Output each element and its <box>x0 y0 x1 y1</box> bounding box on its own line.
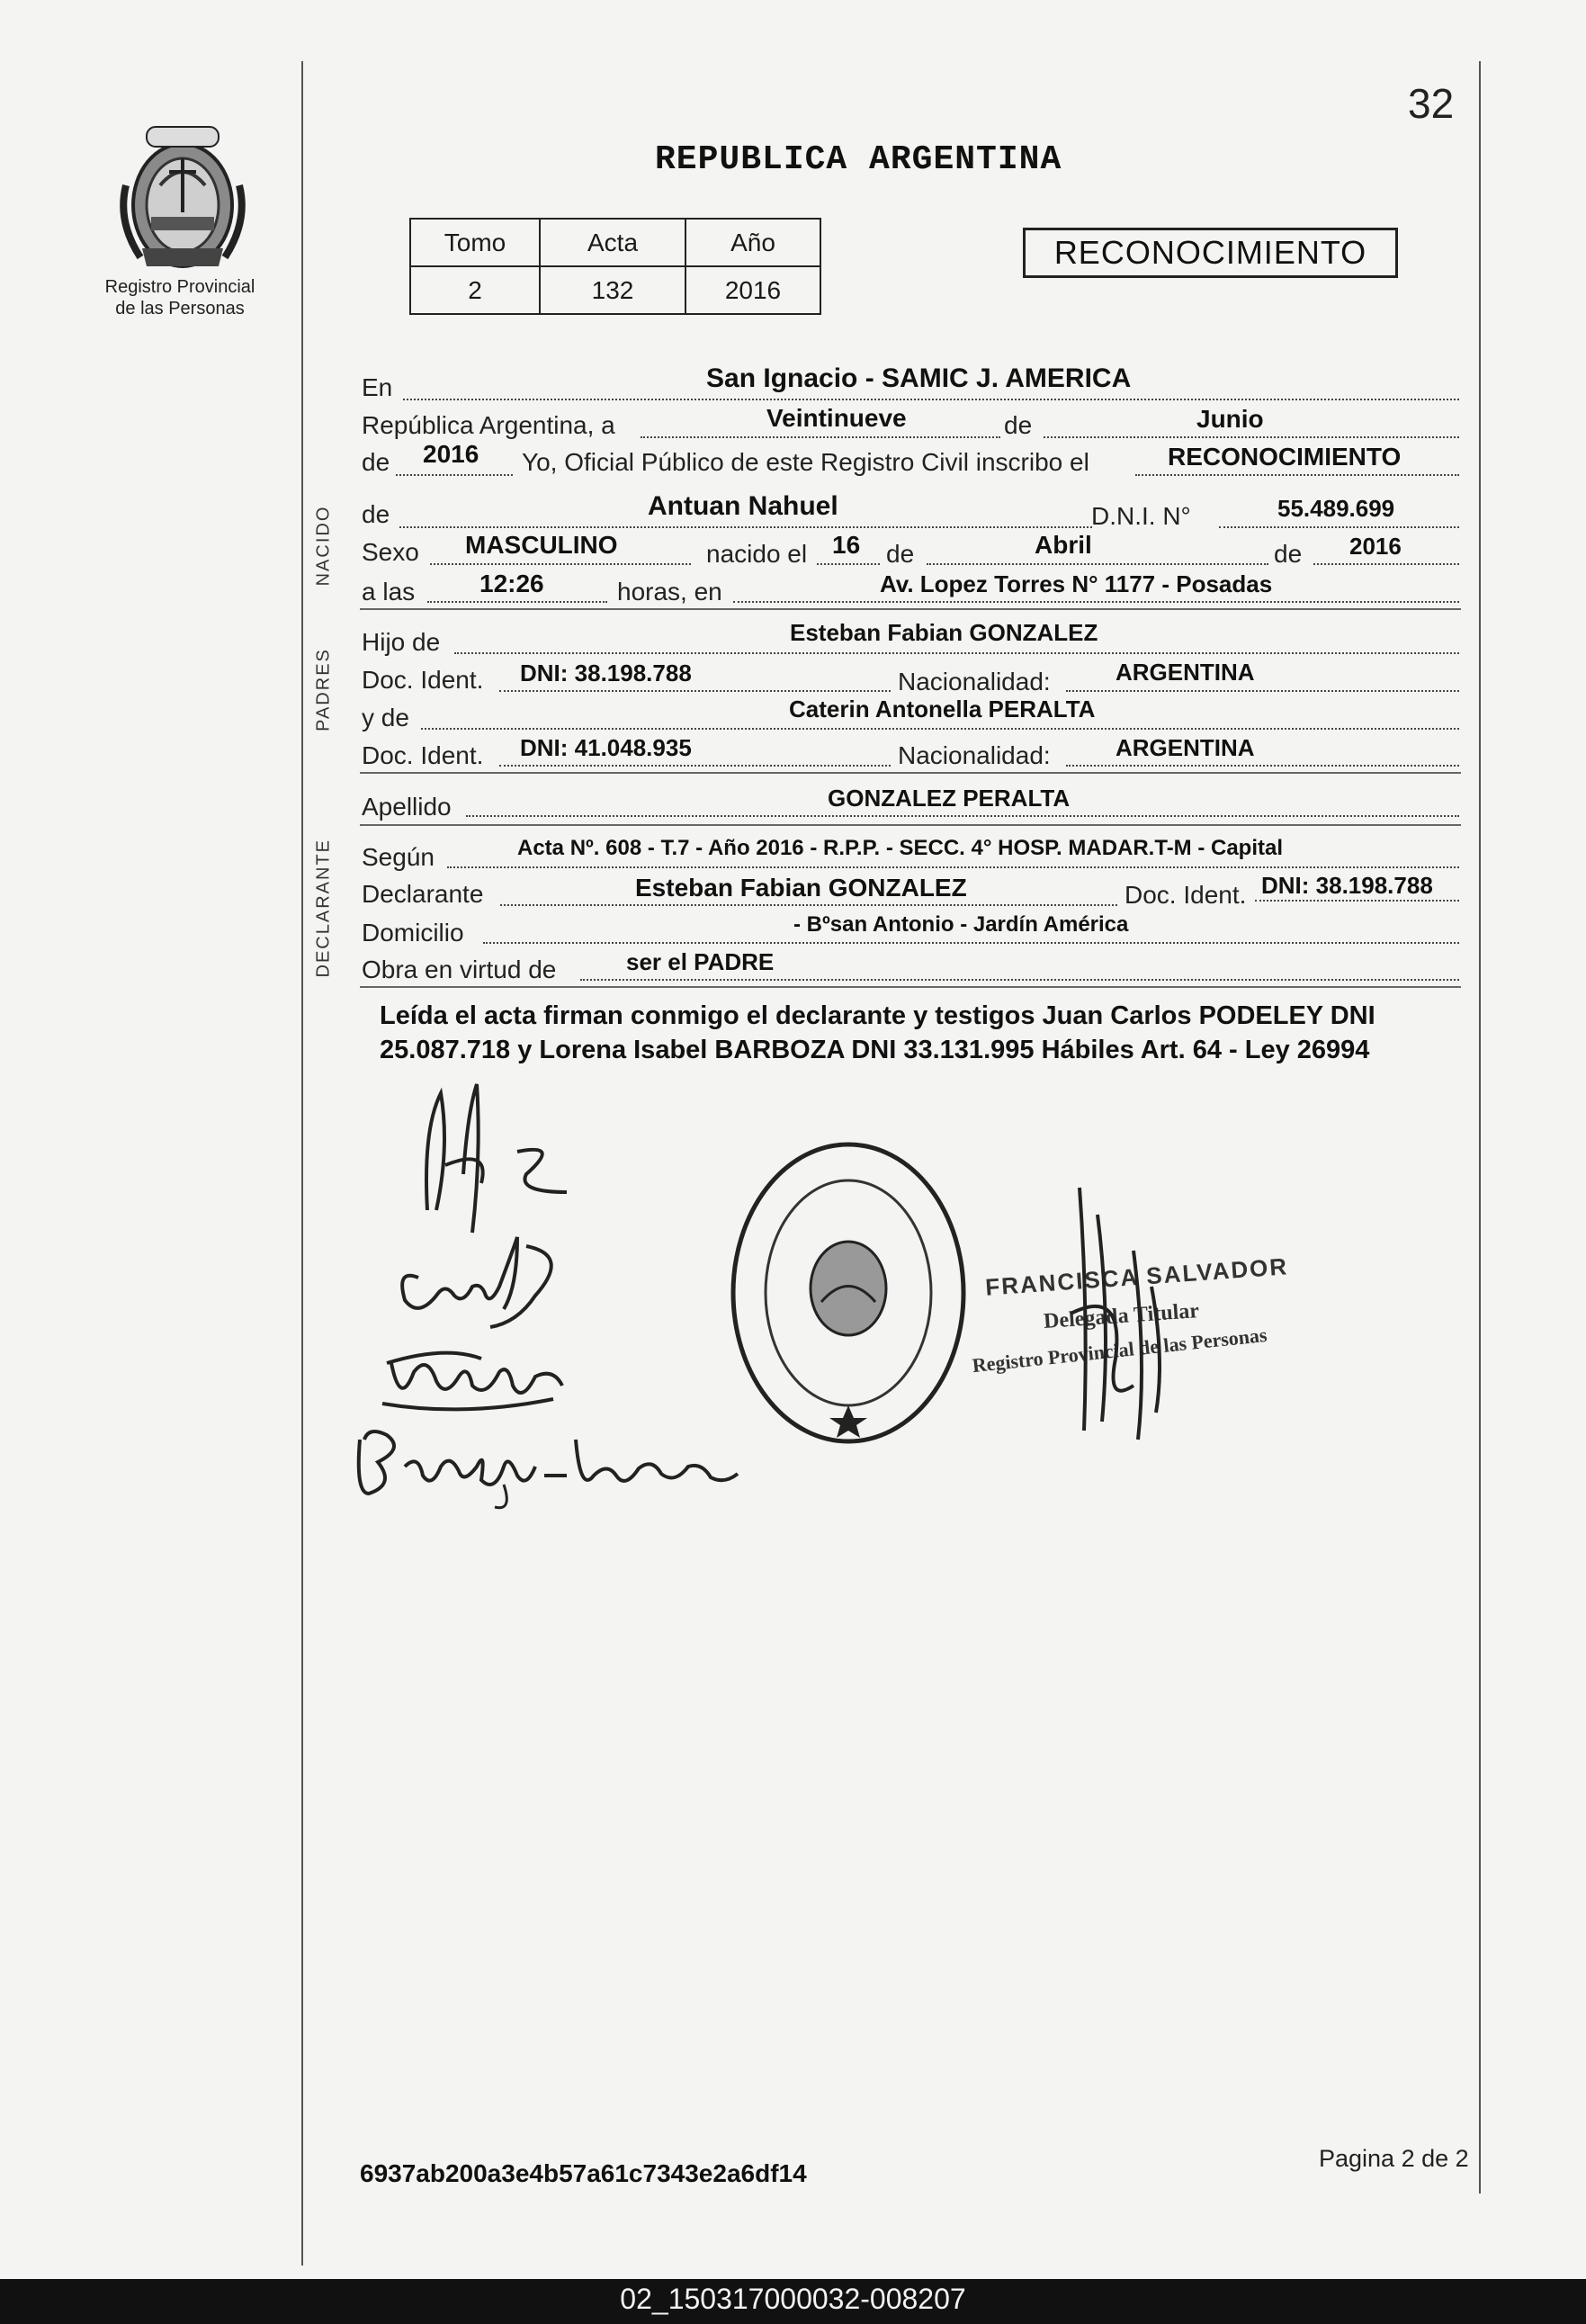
dotted-leader <box>580 979 1459 981</box>
official-office: Registro Provincial de las Personas <box>971 1323 1268 1377</box>
apellido-label: Apellido <box>362 793 452 821</box>
record-value-anio: 2016 <box>685 266 820 314</box>
page-number: 32 <box>1408 80 1455 127</box>
signature-caterin <box>391 1233 571 1332</box>
left-margin-line <box>301 61 303 2266</box>
dotted-leader <box>421 728 1459 730</box>
nombre-label: de <box>362 500 390 528</box>
side-label-nacido: NACIDO <box>313 505 334 587</box>
signature-official <box>1062 1179 1178 1449</box>
domicilio-value: - Bºsan Antonio - Jardín América <box>793 912 1129 937</box>
segun-label: Según <box>362 843 435 871</box>
dotted-leader <box>1313 563 1459 565</box>
dotted-leader <box>1219 526 1459 528</box>
de-label: de <box>1004 411 1033 439</box>
oficial-text: Yo, Oficial Público de este Registro Civil inscribo el <box>522 448 1089 476</box>
doc3-value: DNI: 38.198.788 <box>1261 872 1433 899</box>
signature-barboza <box>351 1413 747 1512</box>
scan-id: 02_150317000032-008207 <box>620 2283 966 2315</box>
segun-value: Acta Nº. 608 - T.7 - Año 2016 - R.P.P. - SECC. 4° HOSP. MADAR.T-M - Capital <box>517 836 1284 860</box>
side-label-declarante: DECLARANTE <box>313 839 334 978</box>
side-label-padres: PADRES <box>313 648 334 731</box>
dotted-leader <box>641 436 1000 438</box>
provincial-seal-icon <box>115 122 250 280</box>
record-header-anio: Año <box>685 219 820 266</box>
record-table <box>409 218 821 315</box>
document-title: REPUBLICA ARGENTINA <box>655 140 1062 179</box>
dotted-leader <box>733 601 1459 603</box>
dotted-leader <box>927 563 1268 565</box>
dni-value: 55.489.699 <box>1277 495 1395 522</box>
official-title: Delegada Titular <box>1043 1298 1200 1334</box>
dotted-leader <box>399 526 1092 528</box>
official-name: FRANCISCA SALVADOR <box>984 1252 1290 1301</box>
nacido-label: nacido el <box>706 540 808 568</box>
record-header-acta: Acta <box>540 219 685 266</box>
logo-caption <box>90 276 270 319</box>
dotted-leader <box>817 563 880 565</box>
dotted-leader <box>454 652 1459 654</box>
nombre-value: Antuan Nahuel <box>648 491 838 521</box>
dotted-leader <box>1135 474 1459 476</box>
closing-text: Leída el acta firman conmigo el declarante y testigos Juan Carlos PODELEY DNI 25.087.718 y Lorena Isabel BARBOZA DNI 33.131.995 Hábiles Art. 64 - Ley 26994 <box>380 1001 1375 1064</box>
dotted-leader <box>1066 765 1459 767</box>
nac-month-value: Abril <box>1035 531 1092 559</box>
document-hash: 6937ab200a3e4b57a61c7343e2a6df14 <box>360 2159 807 2187</box>
signature-declarante <box>409 1075 589 1255</box>
logo-caption-line1: Registro Provincial <box>104 277 255 297</box>
section-separator <box>360 986 1461 988</box>
record-type-box: RECONOCIMIENTO <box>1023 228 1398 278</box>
domicilio-label: Domicilio <box>362 919 464 947</box>
record-value-tomo: 2 <box>410 266 540 314</box>
en-value: San Ignacio - SAMIC J. AMERICA <box>706 363 1132 393</box>
dotted-leader <box>499 765 891 767</box>
apellido-value: GONZALEZ PERALTA <box>828 785 1071 812</box>
obra-label: Obra en virtud de <box>362 956 557 983</box>
record-header-tomo: Tomo <box>410 219 540 266</box>
month-value: Junio <box>1196 405 1264 433</box>
doc2-label: Doc. Ident. <box>362 741 484 769</box>
section-separator <box>360 772 1461 774</box>
declarante-value: Esteban Fabian GONZALEZ <box>635 874 967 902</box>
madre-value: Caterin Antonella PERALTA <box>789 695 1096 722</box>
dotted-leader <box>447 866 1459 868</box>
hijo-label: Hijo de <box>362 628 441 656</box>
obra-value: ser el PADRE <box>626 948 775 975</box>
section-separator <box>360 608 1461 610</box>
padre-value: Esteban Fabian GONZALEZ <box>790 619 1098 646</box>
nac-de1-label: de <box>886 540 915 568</box>
right-margin-line <box>1479 61 1481 2194</box>
de-year-label: de <box>362 448 390 476</box>
dni-label: D.N.I. N° <box>1091 502 1191 530</box>
yde-label: y de <box>362 704 409 731</box>
dotted-leader <box>396 474 513 476</box>
en-label: En <box>362 373 393 401</box>
declarante-label: Declarante <box>362 880 484 908</box>
logo-caption-line2: de las Personas <box>115 299 245 319</box>
page-indicator: Pagina 2 de 2 <box>1319 2145 1469 2172</box>
sexo-value: MASCULINO <box>465 531 618 559</box>
nac-de2-label: de <box>1274 540 1303 568</box>
doc2-value: DNI: 41.048.935 <box>520 734 692 761</box>
signature-podeley <box>373 1336 571 1417</box>
official-round-stamp-icon <box>727 1135 970 1450</box>
dotted-leader <box>1066 690 1459 692</box>
horas-label: horas, en <box>617 578 722 606</box>
dotted-leader <box>430 563 691 565</box>
doc3-label: Doc. Ident. <box>1125 881 1247 909</box>
nac2-value: ARGENTINA <box>1116 734 1255 761</box>
year-value: 2016 <box>423 440 479 468</box>
hora-value: 12:26 <box>479 570 544 597</box>
lugar-value: Av. Lopez Torres N° 1177 - Posadas <box>880 570 1273 597</box>
republica-label: República Argentina, a <box>362 411 615 439</box>
nac-day-value: 16 <box>832 531 861 559</box>
dotted-leader <box>466 815 1459 817</box>
nac2-label: Nacionalidad: <box>898 741 1051 769</box>
doc1-label: Doc. Ident. <box>362 666 484 694</box>
alas-label: a las <box>362 578 416 606</box>
dotted-leader <box>403 399 1459 400</box>
record-value-acta: 132 <box>540 266 685 314</box>
dotted-leader <box>500 904 1117 906</box>
nac1-label: Nacionalidad: <box>898 668 1051 695</box>
dotted-leader <box>483 942 1459 944</box>
dotted-leader <box>1044 436 1459 438</box>
day-value: Veintinueve <box>766 404 907 432</box>
dotted-leader <box>499 690 891 692</box>
dotted-leader <box>427 601 607 603</box>
doc1-value: DNI: 38.198.788 <box>520 660 692 686</box>
sexo-label: Sexo <box>362 538 419 566</box>
acto-value: RECONOCIMIENTO <box>1168 443 1402 471</box>
nac1-value: ARGENTINA <box>1116 659 1255 686</box>
section-separator <box>360 824 1461 826</box>
nac-year-value: 2016 <box>1349 533 1402 560</box>
